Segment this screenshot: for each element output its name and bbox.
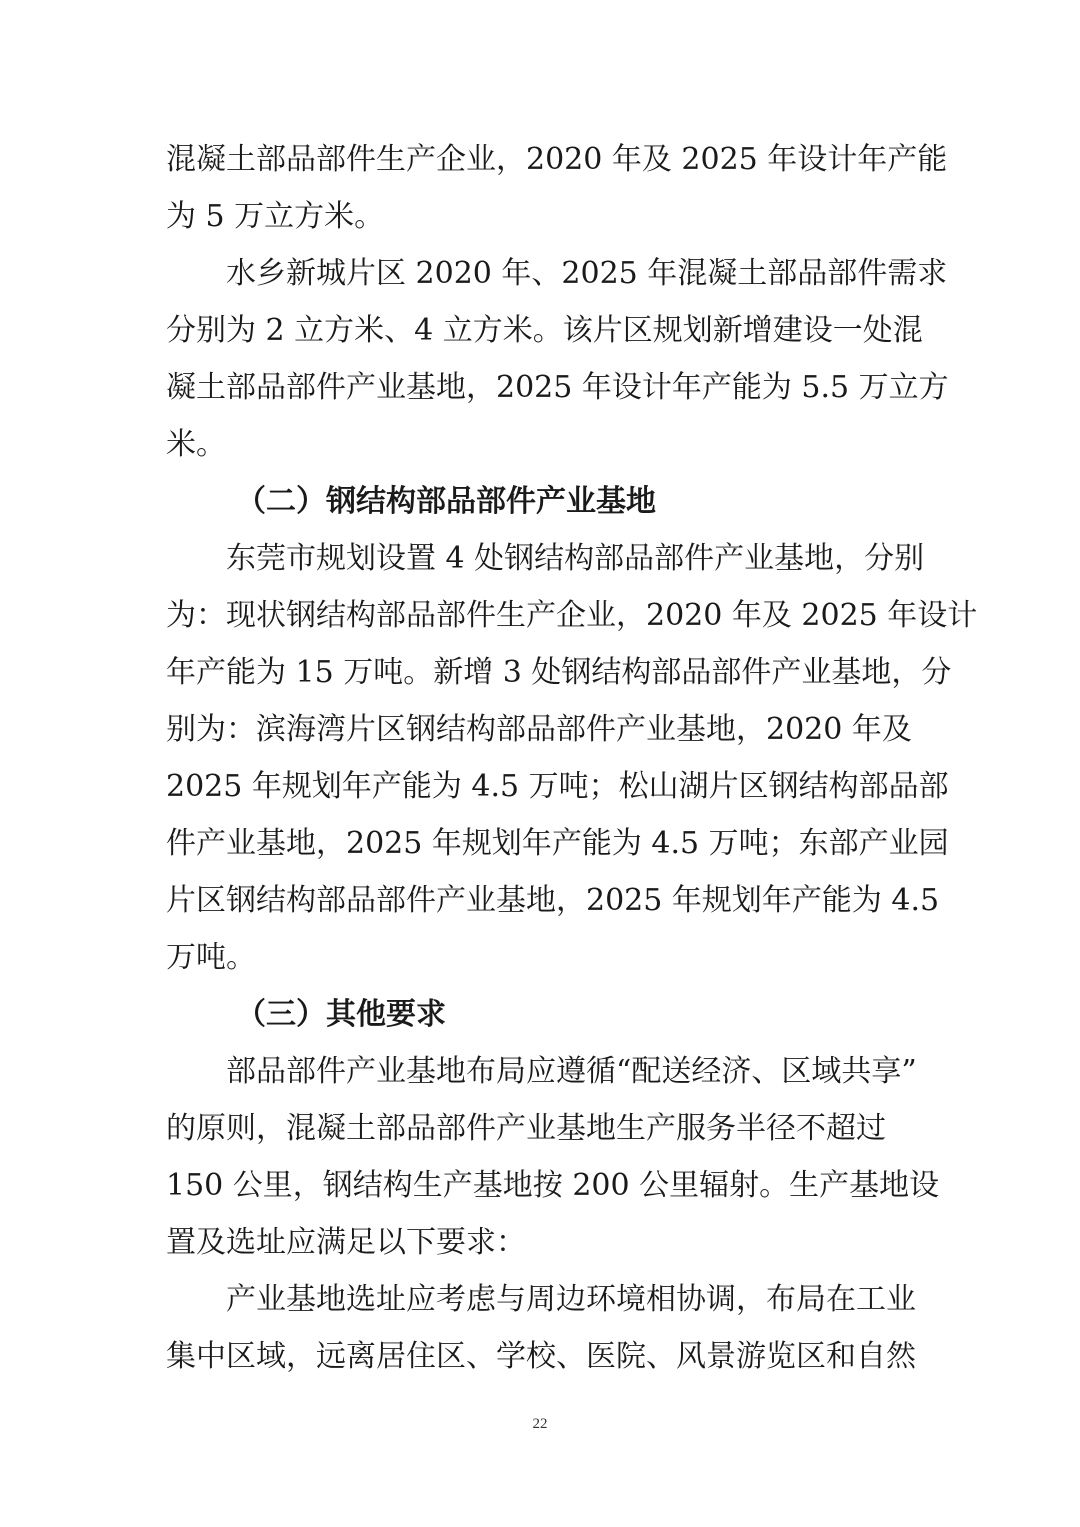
body-text-line: 分别为 2 立方米、4 立方米。该片区规划新增建设一处混 [166, 313, 923, 348]
body-text-line: 为 5 万立方米。 [166, 199, 385, 234]
body-text-line: 为：现状钢结构部品部件生产企业，2020 年及 2025 年设计 [166, 598, 978, 633]
body-text-line: 集中区域，远离居住区、学校、医院、风景游览区和自然 [166, 1339, 916, 1374]
body-text-line: 件产业基地，2025 年规划年产能为 4.5 万吨；东部产业园 [166, 826, 949, 861]
body-text-line: 混凝土部品部件生产企业，2020 年及 2025 年设计年产能 [166, 142, 948, 177]
body-text-line: 2025 年规划年产能为 4.5 万吨；松山湖片区钢结构部品部 [166, 769, 949, 804]
body-text-line: 150 公里，钢结构生产基地按 200 公里辐射。生产基地设 [166, 1168, 940, 1203]
body-text-line: 别为：滨海湾片区钢结构部品部件产业基地，2020 年及 [166, 712, 912, 747]
body-text-line: 东莞市规划设置 4 处钢结构部品部件产业基地，分别 [226, 541, 925, 576]
body-text-line: 米。 [166, 427, 226, 462]
body-text-line: 年产能为 15 万吨。新增 3 处钢结构部品部件产业基地，分 [166, 655, 952, 690]
body-text-line: 片区钢结构部品部件产业基地，2025 年规划年产能为 4.5 [166, 883, 940, 918]
body-text-line: 水乡新城片区 2020 年、2025 年混凝土部品部件需求 [226, 256, 948, 291]
body-text-line: 的原则，混凝土部品部件产业基地生产服务半径不超过 [166, 1111, 886, 1146]
body-text-line: 凝土部品部件产业基地，2025 年设计年产能为 5.5 万立方 [166, 370, 949, 405]
body-text-line: 置及选址应满足以下要求： [166, 1225, 526, 1260]
section-heading: （二）钢结构部品部件产业基地 [236, 484, 656, 519]
body-text-line: 万吨。 [166, 940, 256, 975]
section-heading: （三）其他要求 [236, 997, 446, 1032]
page-number: 22 [532, 1416, 548, 1432]
body-text-line: 部品部件产业基地布局应遵循“配送经济、区域共享” [226, 1054, 917, 1089]
body-text-line: 产业基地选址应考虑与周边环境相协调，布局在工业 [226, 1282, 916, 1317]
